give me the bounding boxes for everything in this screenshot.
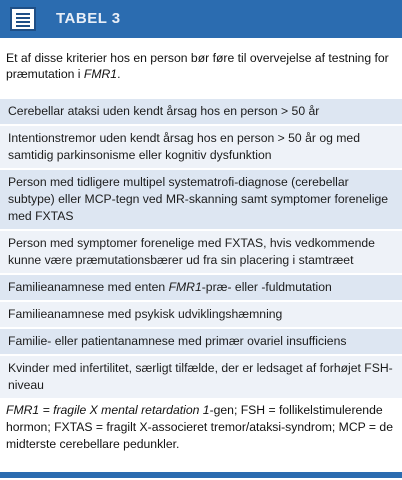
criteria-text: Familieanamnese med psykisk udviklingshæmning bbox=[8, 307, 283, 321]
criteria-text: Familieanamnese med enten bbox=[8, 280, 169, 294]
criteria-row bbox=[0, 329, 402, 356]
criteria-text: Intentionstremor uden kendt årsag hos en person > 50 år og med samtidig parkinsonisme eller kognitiv dysfunktion bbox=[8, 131, 360, 162]
footnote-text: -gen; FSH = follikelstimulerende hormon; FXTAS = fragilt X-associeret tremor/ataksi-syndrom; MCP = de midterste cerebellare pedunkler. bbox=[6, 403, 393, 451]
criteria-text: Person med tidligere multipel systematrofi-diagnose (cerebellar subtype) eller MCP-tegn ved MR-skanning samt symptomer forenelige med FXTAS bbox=[8, 175, 388, 223]
intro-text bbox=[6, 50, 398, 82]
table-title: TABEL 3 bbox=[56, 10, 121, 27]
criteria-text: Cerebellar ataksi uden kendt årsag hos en person > 50 år bbox=[8, 104, 320, 118]
criteria-text: Kvinder med infertilitet, særligt tilfælde, der er ledsaget af forhøjet FSH-niveau bbox=[8, 361, 393, 392]
criteria-row bbox=[0, 275, 402, 302]
criteria-text: Person med symptomer forenelige med FXTAS, hvis vedkommende kunne være præmutationsbærer ud fra sin placering i stamtræet bbox=[8, 236, 375, 267]
criteria-row bbox=[0, 231, 402, 275]
criteria-row bbox=[0, 302, 402, 329]
bottom-rule bbox=[0, 472, 402, 478]
intro-text-end: . bbox=[117, 67, 121, 81]
criteria-text-end: -præ- eller -fuldmutation bbox=[201, 280, 332, 294]
criteria-text: Familie- eller patientanamnese med primær ovariel insufficiens bbox=[8, 334, 347, 348]
criteria-row bbox=[0, 99, 402, 126]
criteria-row bbox=[0, 356, 402, 400]
table-icon bbox=[10, 7, 36, 31]
criteria-row bbox=[0, 170, 402, 231]
table-footnote bbox=[6, 402, 398, 453]
criteria-list bbox=[0, 99, 402, 400]
intro-text-part: Et af disse kriterier hos en person bør føre til overvejelse af testning for præmutation i bbox=[6, 51, 389, 81]
criteria-row bbox=[0, 126, 402, 170]
criteria-gene-name: FMR1 bbox=[168, 280, 202, 294]
intro-gene-name: FMR1 bbox=[83, 67, 118, 81]
table-header bbox=[0, 0, 402, 38]
footnote-abbrev: FMR1 = fragile X mental retardation 1 bbox=[6, 403, 210, 417]
